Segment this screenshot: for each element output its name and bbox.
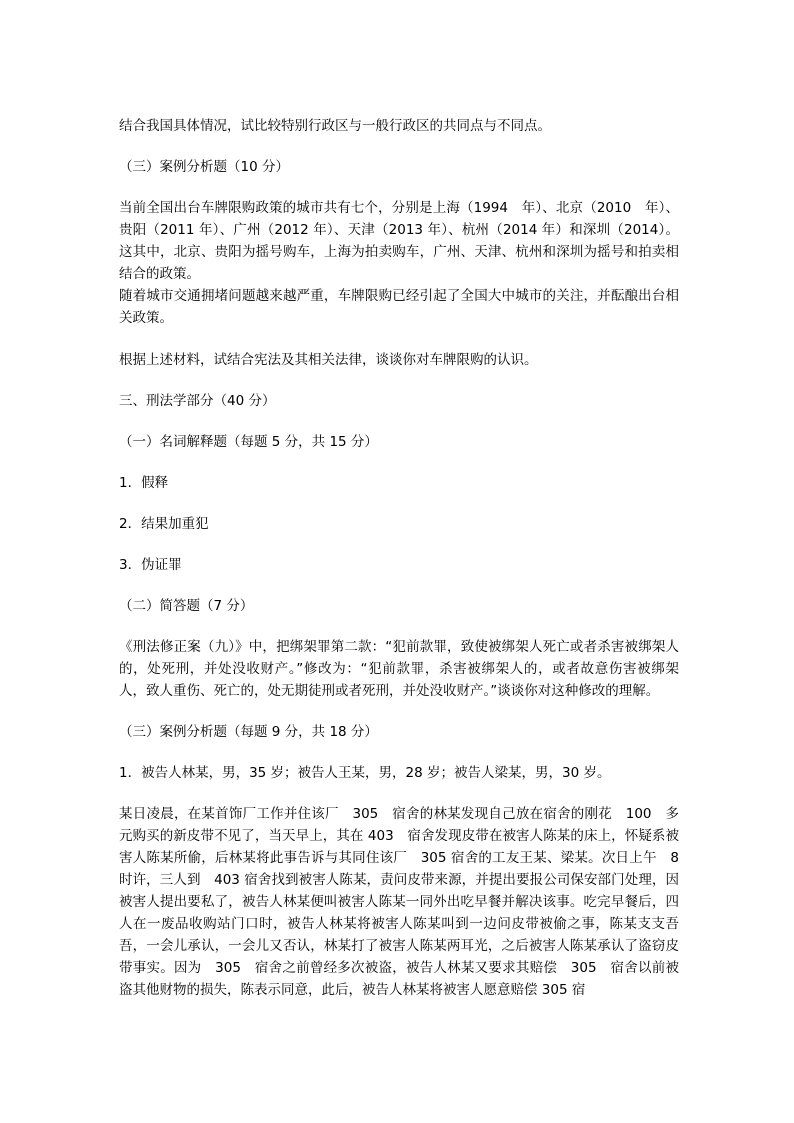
paragraph-spacer <box>119 371 679 390</box>
section-heading: （三）案例分析题（每题 9 分，共 18 分） <box>119 724 378 740</box>
paragraph-spacer <box>119 702 679 721</box>
question-text: 《刑法修正案（九）》中，把绑架罪第二款：“犯前款罪，致使被绑架人死亡或者杀害被绑架人的，处死刑，并处没收财产。”修改为：“犯前款罪，杀害被绑架人的，或者故意伤害被绑架人，致人重伤、死亡的，处无期徒刑或者死刑，并处没收财产。”谈谈你对这种修改的理解。 <box>119 639 679 699</box>
list-item: 2．结果加重犯 <box>119 516 209 532</box>
paragraph-spacer <box>119 617 679 636</box>
question-text: 根据上述材料，试结合宪法及其相关法律，谈谈你对车牌限购的认识。 <box>119 352 538 368</box>
list-item: 1．被告人林某，男，35 岁；被告人王某，男，28 岁；被告人梁某，男，30 岁。 <box>119 765 611 781</box>
case-description-paragraph: 某日凌晨，在某首饰厂工作并住该厂 305 宿舍的林某发现自己放在宿舍的刚花 100 多元购买的新皮带不见了，当天早上，其在 403 宿舍发现皮带在被害人陈某的床上，怀疑系被害人陈某所偷，后林某将此事告诉与其同住该厂 305 宿舍的工友王某、梁某。次日上午 8 时许，三人到 403 宿舍找到被害人陈某，责问皮带来源，并提出要报公司保安部门处理，因被害人提出要私了，被告人林某便叫被害人陈某一同外出吃早餐并解决该事。吃完早餐后，四人在一废品收购站门口时，被告人林某将被害人陈某叫到一边问皮带被偷之事，陈某支支吾吾，一会儿承认，一会儿又否认，林某打了被害人陈某两耳光，之后被害人陈某承认了盗窃皮带事实。因为 305 宿舍之前曾经多次被盗，被告人林某又要求其赔偿 305 宿舍以前被盗其他财物的损失，陈表示同意，此后，被告人林某将被害人愿意赔偿 305 宿 <box>119 806 693 998</box>
part-heading: 三、刑法学部分（40 分） <box>119 393 276 409</box>
question-text: 结合我国具体情况，试比较特别行政区与一般行政区的共同点与不同点。 <box>119 118 551 134</box>
paragraph-spacer <box>119 784 679 803</box>
paragraph-spacer <box>119 453 679 472</box>
case-material-paragraph: 随着城市交通拥堵问题越来越严重，车牌限购已经引起了全国大中城市的关注，并酝酿出台相关政策。 <box>119 288 679 326</box>
paragraph-spacer <box>119 743 679 762</box>
paragraph-spacer <box>119 329 679 349</box>
paragraph-spacer <box>119 535 679 554</box>
paragraph-spacer <box>119 412 679 431</box>
section-heading: （三）案例分析题（10 分） <box>119 159 289 175</box>
case-material-paragraph: 当前全国出台车牌限购政策的城市共有七个，分别是上海（1994 年）、北京（2010 年）、贵阳（2011 年）、广州（2012 年）、天津（2013 年）、杭州（2014 年）和深圳（2014）。这其中，北京、贵阳为摇号购车，上海为拍卖购车，广州、天津、杭州和深圳为摇号和拍卖相结合的政策。 <box>119 200 679 282</box>
paragraph-spacer <box>119 178 679 197</box>
paragraph-spacer <box>119 137 679 156</box>
list-item: 3．伪证罪 <box>119 557 182 573</box>
paragraph-spacer <box>119 494 679 513</box>
list-item: 1．假释 <box>119 475 169 491</box>
section-heading: （一）名词解释题（每题 5 分，共 15 分） <box>119 434 378 450</box>
document-body <box>119 115 693 1001</box>
paragraph-spacer <box>119 576 679 595</box>
section-heading: （二）简答题（7 分） <box>119 598 254 614</box>
